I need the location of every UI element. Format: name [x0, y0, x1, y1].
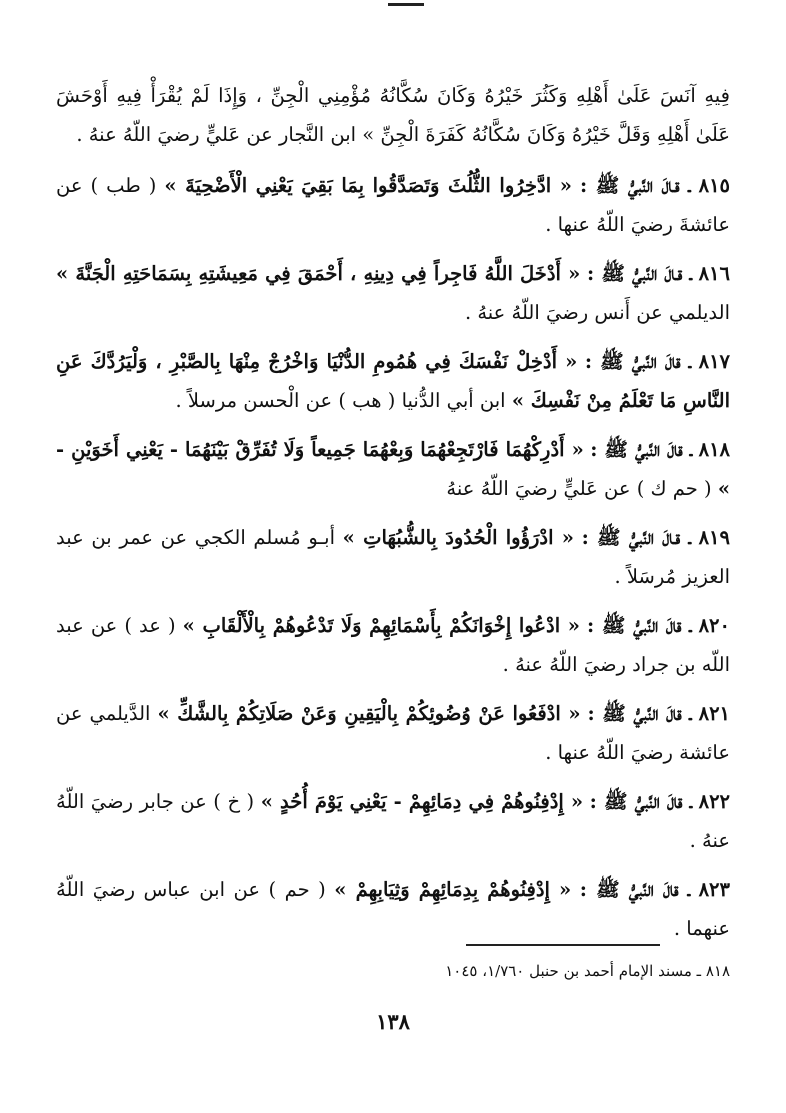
hadith-quote: « أَدْخَلَ اللَّهُ فَاجِراً فِي دِينِهِ ، أَحْمَقَ فِي مَعِيشَتِهِ بِسَمَاحَتِهِ الْجَنَّةَ » [56, 262, 581, 285]
hadith-entry-817: ٨١٧ ـ قالَ النَّبيُّ ﷺ : « أَدْخِلْ نَفْسَكَ فِي هُمُومِ الدُّنْيَا وَاخْرُجْ مِنْهَا بِالصَّبْرِ ، وَلْيَرُدَّكَ عَنِ النَّاسِ مَا تَعْلَمُ مِنْ نَفْسِكَ » ابن أبي الدُّنيا ( هب ) عن الْحسن مرسلاً . [56, 350, 731, 412]
hadith-source: الديلمي عن أَنس رضيَ اللّهُ عنهُ . [464, 301, 730, 324]
hadith-quote: « أَدْخِلْ نَفْسَكَ فِي هُمُومِ الدُّنْيَا وَاخْرُجْ مِنْهَا بِالصَّبْرِ ، وَلْيَرُدَّكَ عَنِ النَّاسِ مَا تَعْلَمُ مِنْ نَفْسِكَ » [56, 350, 730, 412]
hadith-source: ( حم ك ) عن عَليٍّ رضيَ اللّهُ عنهُ [446, 477, 712, 500]
speaker-label: قـالَ النَّبيُّ ﷺ : [581, 526, 681, 549]
continued-text-content: فِيهِ آنَسَ عَلَىٰ أَهْلِهِ وَكَثُرَ خَيْرُهُ وَكَانَ سُكَّانُهُ مُؤْمِنِي الْجِنِّ ، وَإِذَا لَمْ يُقْرَأْ فِيهِ أَوْحَشَ عَلَىٰ أَهْلِهِ وَقَلَّ خَيْرُهُ وَكَانَ سُكَّانُهُ كَفَرَةَ الْجِنِّ » ابن النَّجار عن عَليٍّ رضيَ اللّهُ عنهُ . [56, 84, 730, 146]
footnote [56, 958, 730, 984]
hadith-quote: « ادْرَؤُوا الْحُدُودَ بِالشُّبُهَاتِ » [342, 526, 574, 549]
hadith-entry-821: ٨٢١ ـ قالَ النَّبيُّ ﷺ : « ادْفَعُوا عَنْ وُضُوئِكُمْ بِالْيَقِينِ وَعَنْ صَلَاتِكُمْ بِالشَّكِّ » الدَّيلمي عن عائشة رضيَ اللّهُ عنها . [56, 702, 731, 764]
speaker-label: قالَ النَّبيُّ ﷺ : [584, 350, 681, 373]
footnote-text: ٨١٨ ـ مسند الإمام أحمد بن حنبل ١/٧٦٠، ١٠٤٥ [445, 962, 730, 980]
entry-number: ٨٢١ [698, 702, 731, 725]
hadith-quote: « إِدْفِنُوهُمْ فِي دِمَائِهِمْ - يَعْنِي يَوْمَ أُحُدٍ » [260, 790, 584, 813]
entry-number: ٨١٦ [698, 262, 730, 285]
hadith-quote: « أَدْرِكْهُمَا فَارْتَجِعْهُمَا وَبِعْهُمَا جَمِيعاً وَلَا تُفَرِّقْ بَيْنَهُمَا - يَعْنِي أَخَوَيْنِ - » [56, 438, 730, 500]
entry-number: ٨٢٠ [698, 614, 730, 637]
continued-text [56, 76, 730, 154]
speaker-label: قالَ النَّبيُّ ﷺ : [587, 614, 682, 637]
hadith-entry-823: ٨٢٣ ـ قالَ النَّبيُّ ﷺ : « إِدْفِنُوهُمْ بِدِمَائِهِمْ وَثِيَابِهِمْ » ( حم ) عن ابن عباس رضيَ اللّهُ عنهما . [56, 878, 730, 940]
hadith-entry-816: ٨١٦ ـ قـالَ النَّبيُّ ﷺ : « أَدْخَلَ اللَّهُ فَاجِراً فِي دِينِهِ ، أَحْمَقَ فِي مَعِيشَتِهِ بِسَمَاحَتِهِ الْجَنَّةَ » الديلمي عن أَنس رضيَ اللّهُ عنهُ . [56, 262, 730, 324]
top-rule [388, 3, 424, 6]
entry-number: ٨٢٣ [698, 878, 730, 901]
hadith-source: ( طب ) عن عائشةَ رضيَ اللّهُ عنها . [56, 174, 730, 236]
hadith-source: ( حم ) عن ابن عباس رضيَ اللّهُ عنهما . [56, 878, 730, 940]
speaker-label: قـالَ النَّبيُّ ﷺ : [579, 174, 680, 197]
speaker-label: قالَ النَّبيُّ ﷺ : [590, 438, 683, 461]
hadith-source: ابن أبي الدُّنيا ( هب ) عن الْحسن مرسلاً . [175, 389, 506, 412]
hadith-entry-820: ٨٢٠ ـ قالَ النَّبيُّ ﷺ : « ادْعُوا إِخْوَانَكُمْ بِأَسْمَائِهِمْ وَلَا تَدْعُوهُمْ بِالْأَلْقَابِ » ( عد ) عن عبد اللّه بن جراد رضيَ اللّهُ عنهُ . [56, 614, 730, 676]
footnote-divider [466, 944, 660, 946]
hadith-quote: « ادْفَعُوا عَنْ وُضُوئِكُمْ بِالْيَقِينِ وَعَنْ صَلَاتِكُمْ بِالشَّكِّ » [157, 702, 581, 725]
hadith-source: أبـو مُسلم الكجي عن عمر بن عبد العزيز مُرسَلاً . [56, 526, 730, 588]
hadith-entry-819: ٨١٩ ـ قـالَ النَّبيُّ ﷺ : « ادْرَؤُوا الْحُدُودَ بِالشُّبُهَاتِ » أبـو مُسلم الكجي عن عمر بن عبد العزيز مُرسَلاً . [56, 526, 730, 588]
page-number: ١٣٨ [376, 1009, 410, 1034]
hadith-entry-818: ٨١٨ ـ قالَ النَّبيُّ ﷺ : « أَدْرِكْهُمَا فَارْتَجِعْهُمَا وَبِعْهُمَا جَمِيعاً وَلَا تُفَرِّقْ بَيْنَهُمَا - يَعْنِي أَخَوَيْنِ - » ( حم ك ) عن عَليٍّ رضيَ اللّهُ عنهُ [56, 438, 731, 500]
entry-number: ٨١٥ [698, 174, 731, 197]
page-body [56, 76, 730, 958]
hadith-source: ( خ ) عن جابر رضيَ اللّهُ عنهُ . [56, 790, 730, 852]
speaker-label: قالَ النَّبيُّ ﷺ : [587, 702, 682, 725]
speaker-label: قالَ النَّبيُّ ﷺ : [579, 878, 679, 901]
hadith-entry-822: ٨٢٢ ـ قالَ النَّبيُّ ﷺ : « إِدْفِنُوهُمْ فِي دِمَائِهِمْ - يَعْنِي يَوْمَ أُحُدٍ » ( خ ) عن جابر رضيَ اللّهُ عنهُ . [56, 790, 731, 852]
hadith-entry-815: ٨١٥ ـ قـالَ النَّبيُّ ﷺ : « ادَّخِرُوا الثُّلُثَ وَتَصَدَّقُوا بِمَا بَقِيَ يَعْنِي الْأَضْحِيَةَ » ( طب ) عن عائشةَ رضيَ اللّهُ عنها . [56, 174, 731, 236]
entry-number: ٨١٩ [698, 526, 730, 549]
hadith-quote: « ادْعُوا إِخْوَانَكُمْ بِأَسْمَائِهِمْ وَلَا تَدْعُوهُمْ بِالْأَلْقَابِ » [182, 614, 580, 637]
hadith-quote: « إِدْفِنُوهُمْ بِدِمَائِهِمْ وَثِيَابِهِمْ » [334, 878, 572, 901]
speaker-label: قـالَ النَّبيُّ ﷺ : [586, 262, 683, 285]
hadith-quote: « ادَّخِرُوا الثُّلُثَ وَتَصَدَّقُوا بِمَا بَقِيَ يَعْنِي الْأَضْحِيَةَ » [164, 174, 572, 197]
hadith-source: الدَّيلمي عن عائشة رضيَ اللّهُ عنها . [56, 702, 730, 764]
entry-number: ٨١٧ [698, 350, 731, 373]
entry-number: ٨٢٢ [698, 790, 731, 813]
speaker-label: قالَ النَّبيُّ ﷺ : [589, 790, 683, 813]
hadith-source: ( عد ) عن عبد اللّه بن جراد رضيَ اللّهُ عنهُ . [56, 614, 730, 676]
entry-number: ٨١٨ [698, 438, 731, 461]
